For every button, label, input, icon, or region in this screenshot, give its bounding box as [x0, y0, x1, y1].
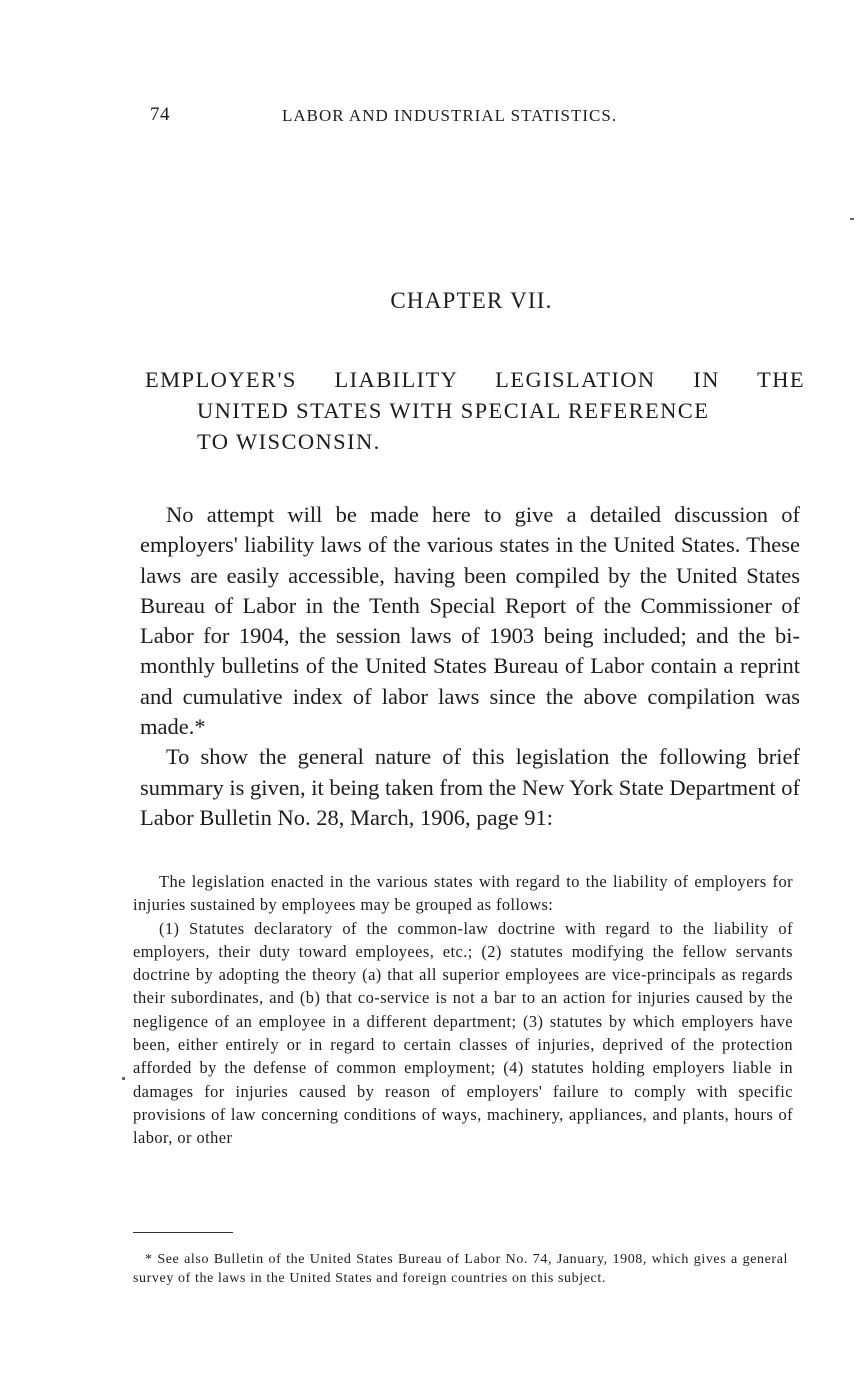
- scan-speck: [850, 218, 854, 220]
- body-paragraph: No attempt will be made here to give a detailed discussion of employers' liability laws of the various states in the United States. These laws are easily accessible, having been compiled by the United States Bureau of Labor in the Tenth Special Report of the Commissioner of Labor for 1904, the session laws of 1903 being included; and the bi-monthly bulletins of the United States Bureau of Labor contain a reprint and cumulative index of labor laws since the above compilation was made.*: [140, 502, 800, 740]
- chapter-title-line: EMPLOYER'S LIABILITY LEGISLATION IN THE: [145, 367, 805, 392]
- page-number: 74: [150, 104, 170, 125]
- running-title: LABOR AND INDUSTRIAL STATISTICS.: [282, 106, 618, 125]
- body-text: [140, 500, 800, 833]
- quote-paragraph: The legislation enacted in the various states with regard to the liability of employers for injuries sustained by employees may be grouped as follows:: [133, 872, 793, 915]
- chapter-number: CHAPTER VII.: [390, 288, 553, 313]
- chapter-title-line: TO WISCONSIN.: [197, 429, 381, 454]
- quote-paragraph: (1) Statutes declaratory of the common-law doctrine with regard to the liability of employers, their duty toward employees, etc.; (2) statutes modifying the fellow servants doctrine by adopting the theory (a) that all superior employees are vice-principals as regards their subordinates, and (b) that co-service is not a bar to an action for injuries caused by the negligence of an employee in a different department; (3) statutes by which employers have been, either entirely or in regard to certain classes of injuries, deprived of the protection afforded by the defense of common employment; (4) statutes holding employers liable in damages for injuries caused by reason of employers' failure to comply with specific provisions of law concerning conditions of ways, machinery, appliances, and plants, hours of labor, or other: [133, 918, 793, 1148]
- chapter-title: [145, 364, 805, 457]
- scan-speck: [122, 1077, 125, 1080]
- footnote: * See also Bulletin of the United States Bureau of Labor No. 74, January, 1908, which gives a general survey of the laws in the United States and foreign countries on this subject.: [133, 1252, 788, 1287]
- footnote-divider: [133, 1232, 233, 1233]
- quoted-extract: [133, 870, 793, 1150]
- body-paragraph: To show the general nature of this legislation the following brief summary is given, it being taken from the New York State Department of Labor Bulletin No. 28, March, 1906, page 91:: [140, 744, 800, 830]
- chapter-title-line: UNITED STATES WITH SPECIAL REFERENCE: [197, 398, 710, 423]
- running-header: [150, 104, 680, 134]
